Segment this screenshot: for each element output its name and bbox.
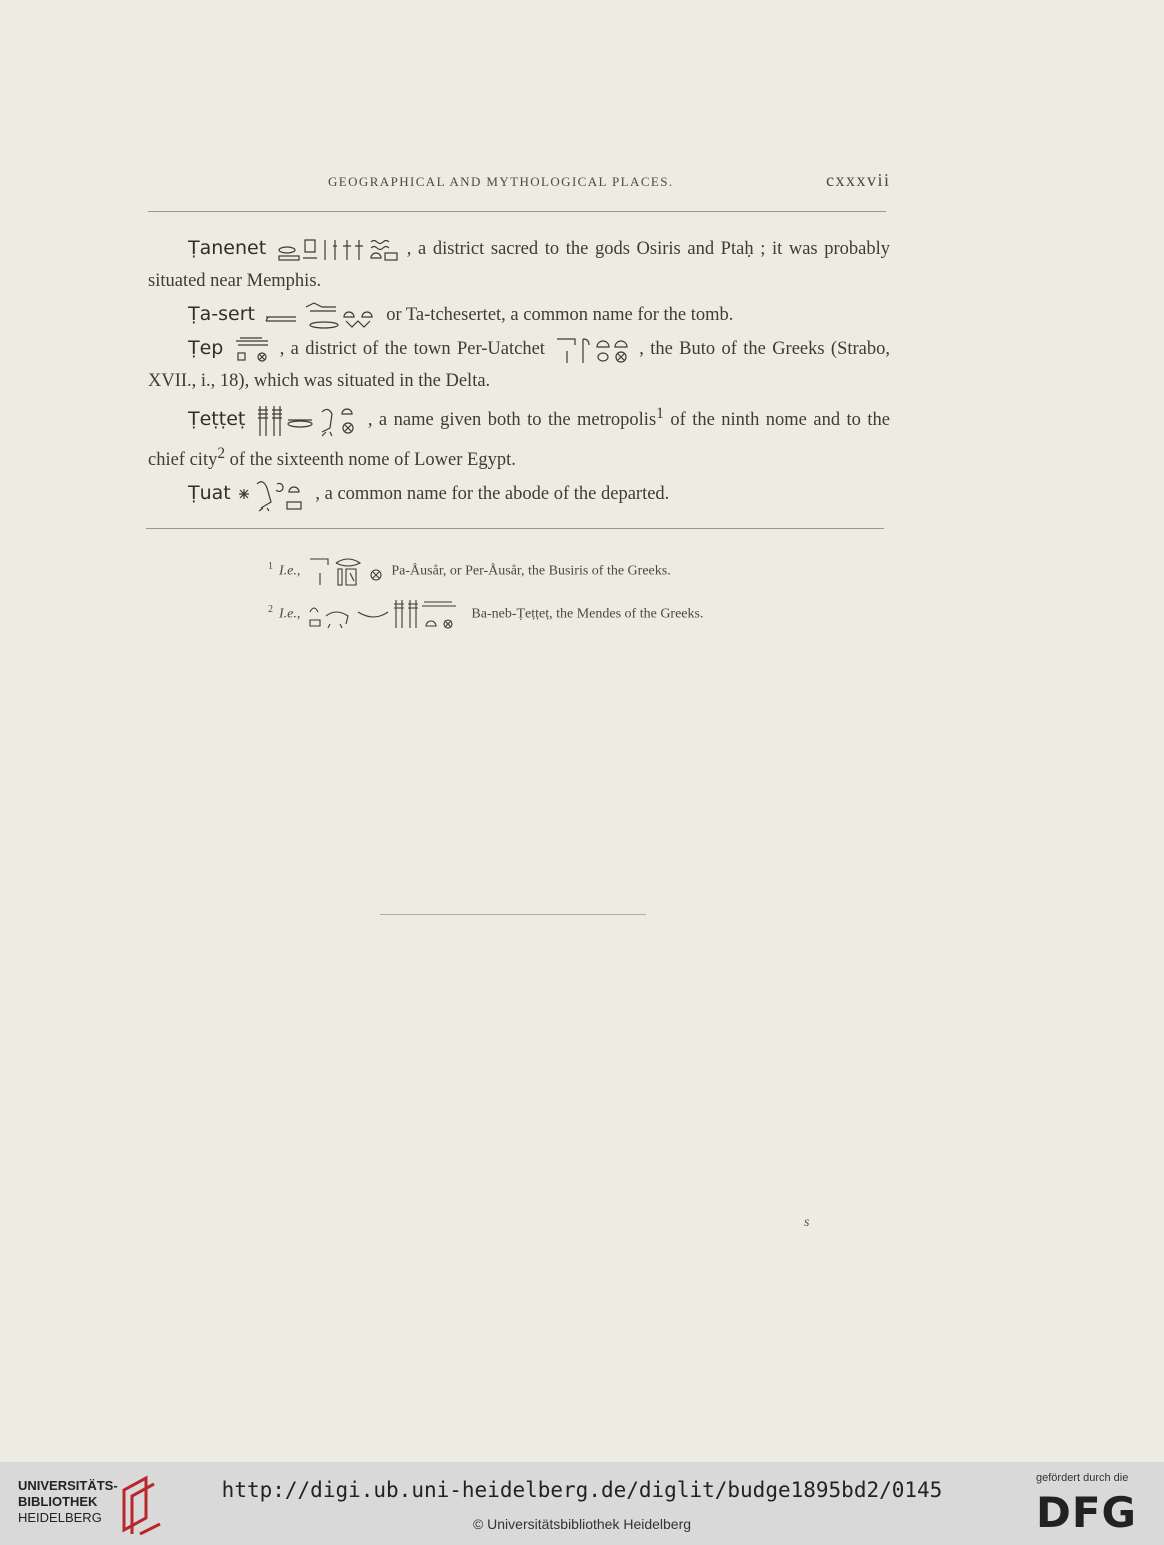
hieroglyph-group-icon bbox=[306, 598, 466, 630]
entry-headword: Ṭanenet bbox=[188, 237, 267, 259]
hieroglyph-group-icon bbox=[262, 301, 380, 331]
running-header-title: GEOGRAPHICAL AND MYTHOLOGICAL PLACES. bbox=[328, 174, 674, 189]
funding-label: gefördert durch die bbox=[1036, 1472, 1129, 1484]
entry-tanenet: Ṭanenet , a district sacred to the gods Osiris and Ptaḥ ; it was probably situated near Memphis. bbox=[148, 237, 891, 291]
entry-tep: Ṭep , a district of the town Per-Uatchet , the Buto of the Greeks (Strabo, XVII., i., 18), which was situated in the Delta. bbox=[148, 332, 890, 397]
hieroglyph-group-icon bbox=[275, 236, 405, 264]
hieroglyph-group-icon bbox=[237, 478, 313, 512]
entry-headword: Ṭep bbox=[188, 337, 224, 359]
footnote-rule bbox=[146, 528, 884, 529]
closing-rule bbox=[380, 914, 646, 915]
permalink-url[interactable]: http://digi.ub.uni-heidelberg.de/diglit/budge1895bd2/0145 bbox=[221, 1478, 943, 1502]
hieroglyph-group-icon bbox=[553, 335, 637, 365]
footnote: $^1$ I.e., Pa-Åusår, or Per-Åusår, the Busiris of the Greeks. bbox=[268, 548, 828, 591]
viewer-footer-bar bbox=[0, 1462, 1164, 1545]
entry-ta-sert: Ṭa-sert or Ta-tchesertet, a common name for the tomb. bbox=[148, 298, 890, 331]
copyright-notice: © Universitätsbibliothek Heidelberg bbox=[472, 1516, 692, 1532]
hieroglyph-group-icon bbox=[254, 404, 366, 438]
header-rule bbox=[148, 211, 886, 212]
page-number: cxxxvii bbox=[826, 170, 891, 190]
hieroglyph-group-icon bbox=[306, 555, 386, 587]
dfg-logo[interactable]: DFG bbox=[1036, 1488, 1138, 1537]
glossary-entries bbox=[148, 232, 890, 513]
entry-tettet: Ṭeṭṭeṭ , a name given both to the metropolis$^1$ of the ninth nome and to the chief city$^2$ of the sixteenth nome of Lower Egypt. bbox=[148, 405, 891, 471]
entry-headword: Ṭa-sert bbox=[188, 303, 255, 325]
footnotes bbox=[268, 548, 828, 633]
entry-tuat: Ṭuat , a common name for the abode of the departed. bbox=[148, 477, 890, 512]
printer-signature: s bbox=[804, 1215, 810, 1230]
hieroglyph-group-icon bbox=[232, 335, 278, 365]
library-name[interactable]: UNIVERSITÄTS- BIBLIOTHEK HEIDELBERG bbox=[18, 1478, 118, 1525]
entry-headword: Ṭeṭṭeṭ bbox=[188, 408, 246, 431]
entry-headword: Ṭuat bbox=[188, 482, 231, 505]
footnote: $^2$ I.e., Ba-neb-Ṭeṭṭeṭ, the Mendes of the Greeks. bbox=[268, 591, 828, 634]
